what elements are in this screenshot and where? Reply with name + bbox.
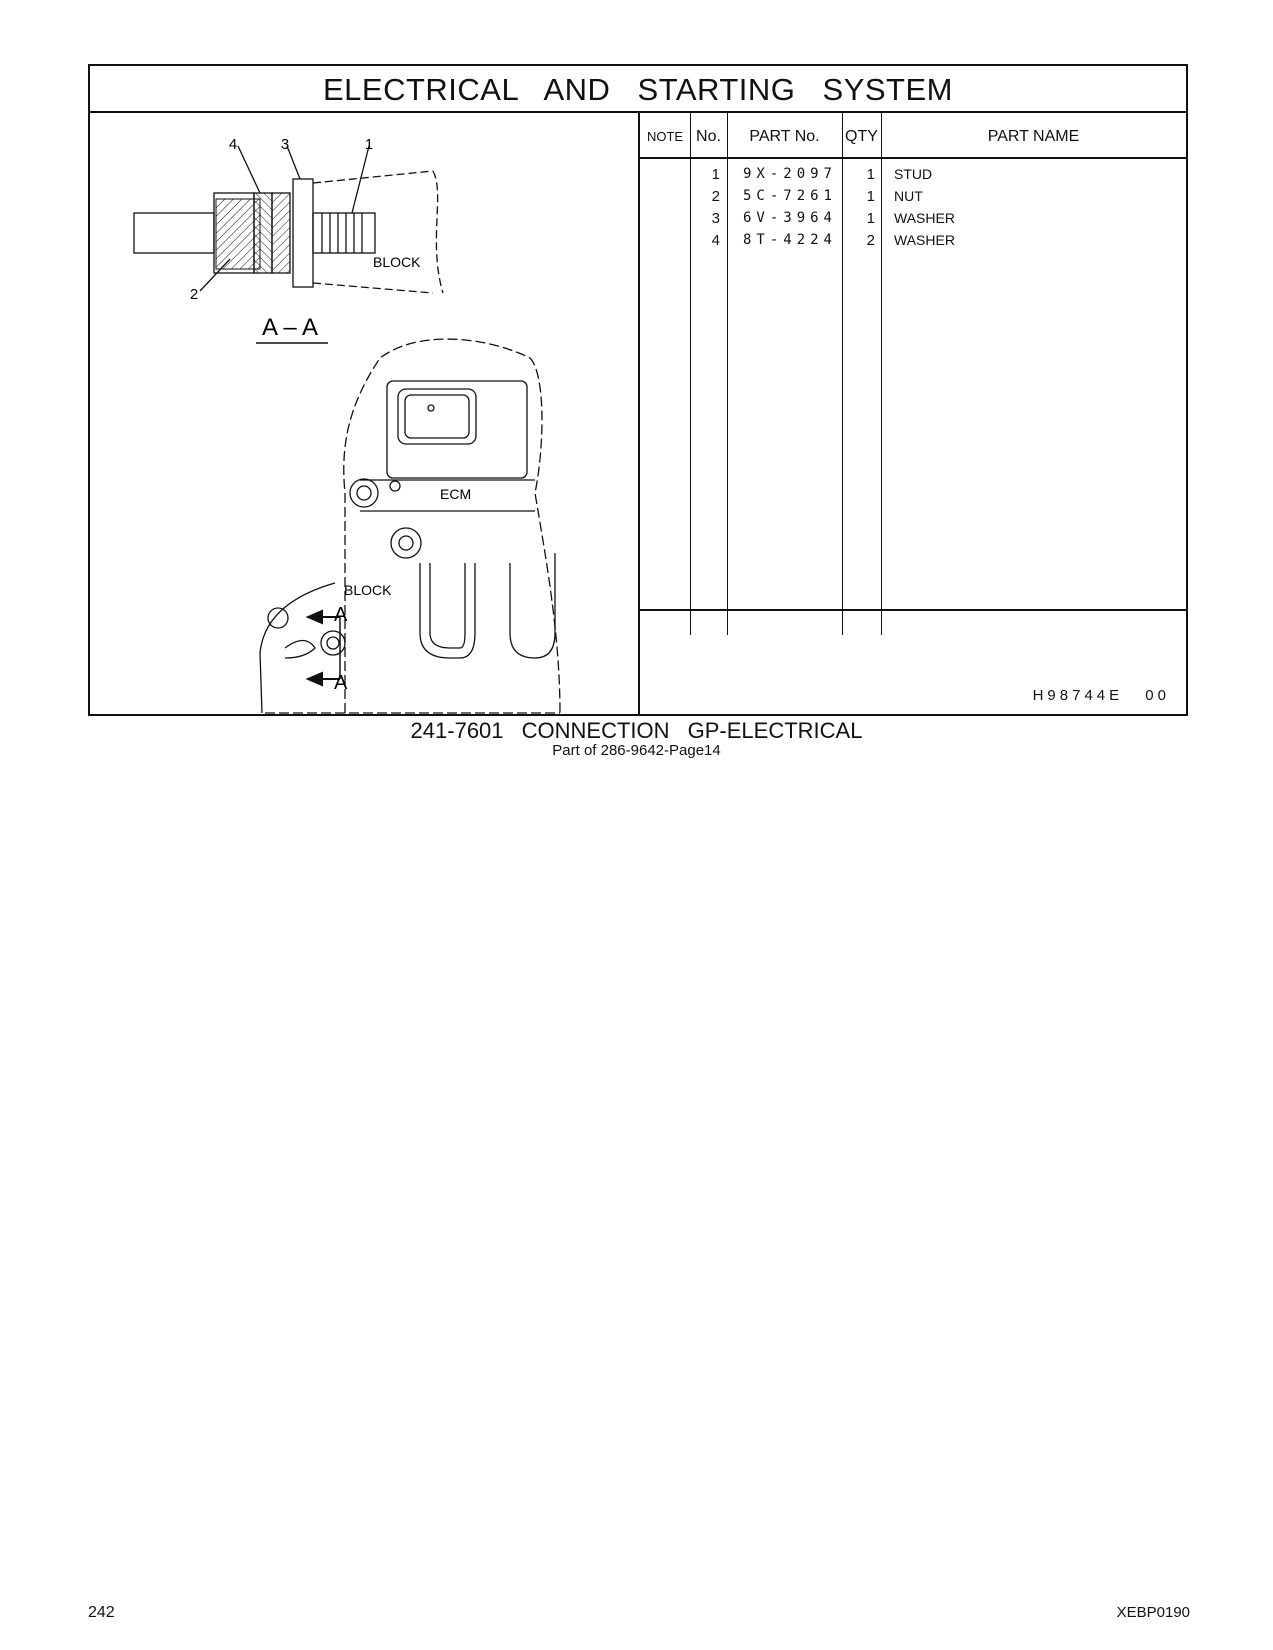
- callout-4: 4: [228, 136, 238, 153]
- parts-illustration: [90, 113, 640, 716]
- group-title: 241-7601 CONNECTION GP-ELECTRICAL: [410, 718, 863, 743]
- callout-1: 1: [364, 136, 374, 153]
- ecm-label: ECM: [440, 486, 472, 502]
- illustration-code: H98744E 00: [1032, 687, 1170, 704]
- page-number: 242: [88, 1604, 115, 1621]
- callout-2: 2: [189, 286, 199, 303]
- header-divider: [640, 157, 1186, 159]
- table-footer-divider: [640, 609, 1186, 611]
- row-qty: 1: [866, 188, 875, 205]
- col-header-part-name: PART NAME: [987, 128, 1080, 145]
- block-label-view: BLOCK: [344, 582, 392, 598]
- parts-list-table: [640, 113, 1186, 716]
- page-title: ELECTRICAL AND STARTING SYSTEM: [90, 66, 1186, 113]
- table-row: [640, 207, 1186, 230]
- group-caption: [0, 718, 1273, 759]
- row-part-name: WASHER: [894, 232, 955, 248]
- row-no: 4: [711, 232, 720, 249]
- col-header-qty: QTY: [845, 128, 878, 145]
- row-part-no: 8T-4224: [742, 232, 837, 248]
- document-id: XEBP0190: [1116, 1604, 1190, 1621]
- washer-3: [293, 179, 313, 287]
- exploded-view-drawing: [90, 113, 638, 716]
- row-qty: 2: [866, 232, 875, 249]
- row-part-no: 6V-3964: [742, 210, 837, 226]
- row-part-name: NUT: [894, 188, 923, 204]
- row-qty: 1: [866, 166, 875, 183]
- wire-terminal-shank: [134, 213, 214, 253]
- row-qty: 1: [866, 210, 875, 227]
- table-row: [640, 185, 1186, 208]
- row-no: 3: [711, 210, 720, 227]
- table-row: [640, 163, 1186, 186]
- col-header-no: No.: [696, 128, 721, 145]
- washer-4: [254, 193, 272, 273]
- callout-3: 3: [280, 136, 290, 153]
- row-part-name: STUD: [894, 166, 933, 182]
- row-part-name: WASHER: [894, 210, 955, 226]
- row-no: 1: [711, 166, 720, 183]
- group-reference: Part of 286-9642-Page14: [552, 742, 721, 759]
- row-part-no: 9X-2097: [742, 166, 837, 182]
- section-view-label: A – A: [262, 314, 319, 341]
- parts-page-frame: [88, 64, 1188, 716]
- table-row: [640, 229, 1186, 252]
- block-label-detail: BLOCK: [373, 254, 421, 270]
- row-part-no: 5C-7261: [742, 188, 837, 204]
- row-no: 2: [711, 188, 720, 205]
- col-header-note: NOTE: [646, 129, 684, 144]
- section-a-label-top: A: [334, 604, 348, 626]
- section-detail: [134, 146, 443, 293]
- stud-thread: [313, 213, 375, 253]
- engine-block-view: [260, 339, 560, 713]
- section-a-label-bottom: A: [334, 672, 348, 694]
- col-header-part-no: PART No.: [749, 128, 820, 145]
